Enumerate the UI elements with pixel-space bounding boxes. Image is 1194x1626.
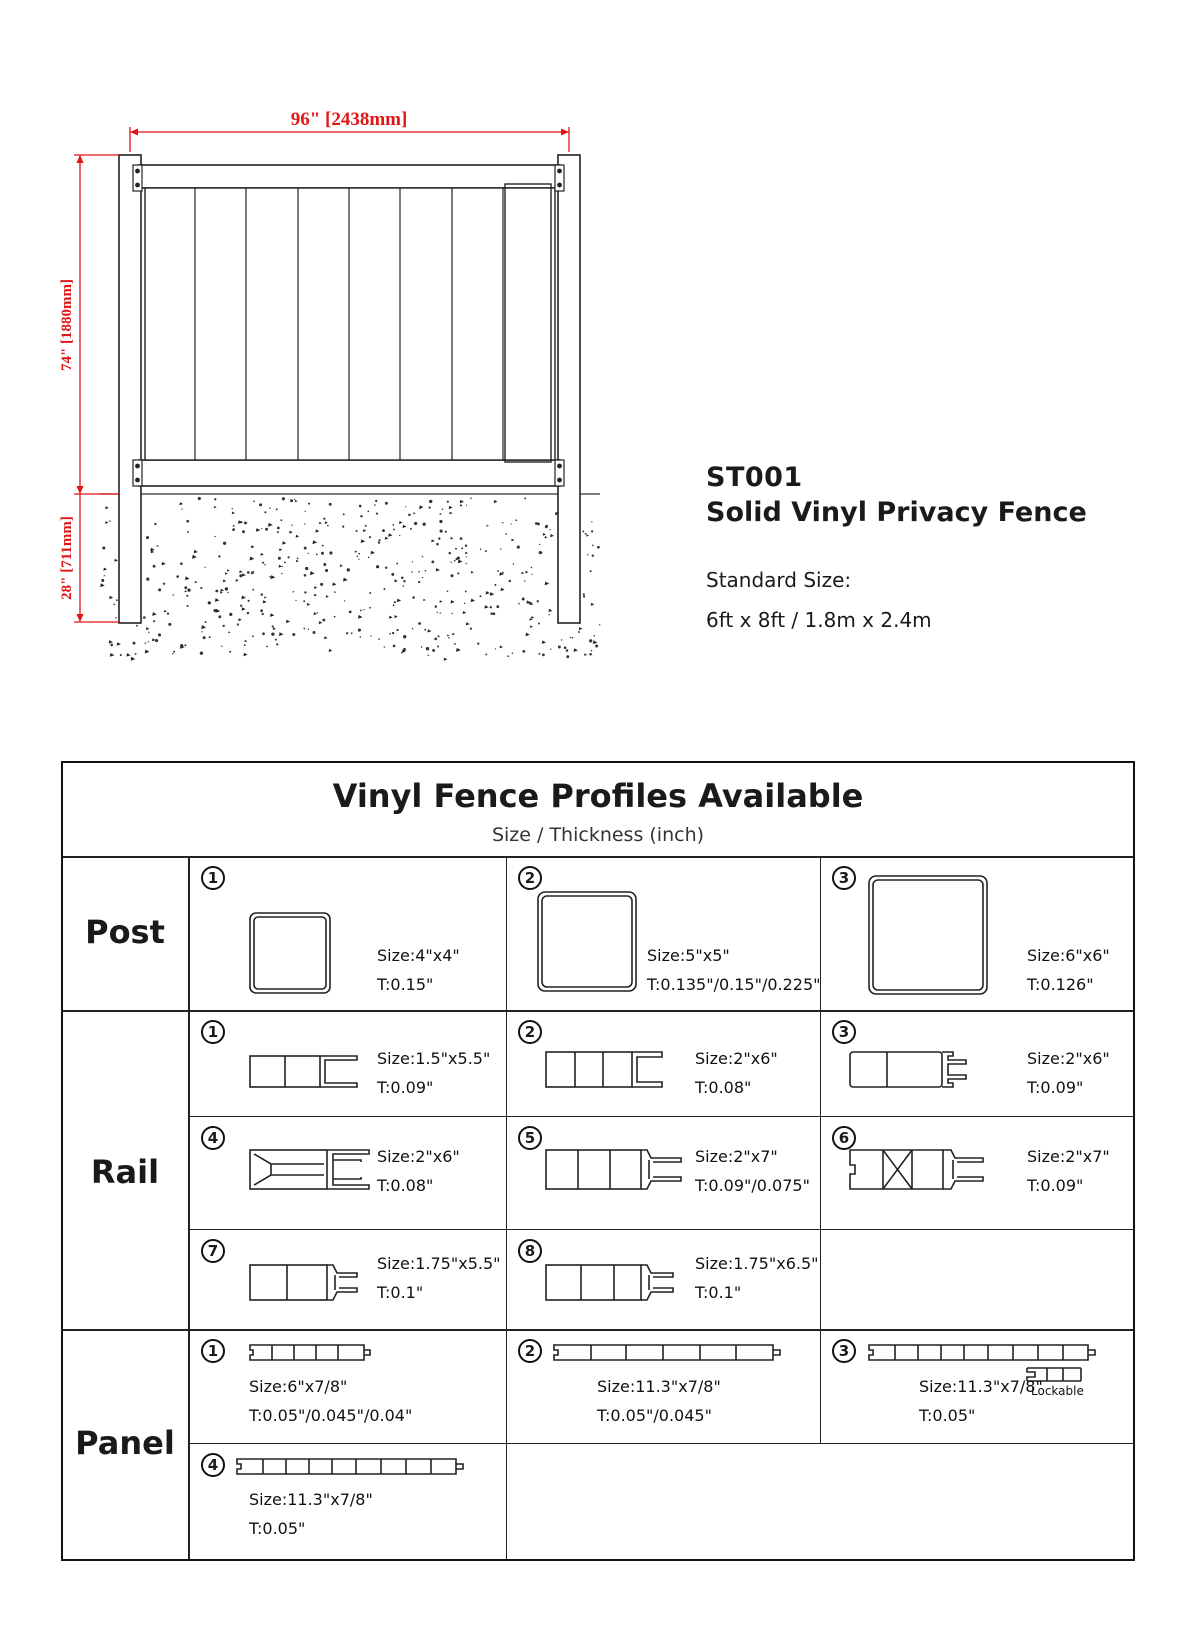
panel-2-profile bbox=[553, 1343, 788, 1363]
panel-boards bbox=[145, 184, 555, 462]
item-number: 1 bbox=[201, 866, 225, 890]
rail-7-thickness: T:0.1" bbox=[377, 1283, 424, 1302]
rail-5-size: Size:2"x7" bbox=[695, 1147, 778, 1166]
category-panel: Panel bbox=[75, 1424, 175, 1462]
panel-1-profile bbox=[249, 1343, 379, 1363]
rail-1-size: Size:1.5"x5.5" bbox=[377, 1049, 491, 1068]
left-post bbox=[119, 155, 141, 623]
lockable-note: Lockable bbox=[1031, 1384, 1084, 1398]
item-number: 2 bbox=[518, 1339, 542, 1363]
panel-2-size: Size:11.3"x7/8" bbox=[597, 1377, 721, 1396]
item-number: 3 bbox=[832, 866, 856, 890]
divider bbox=[188, 1229, 1133, 1230]
item-number: 8 bbox=[518, 1239, 542, 1263]
item-number: 5 bbox=[518, 1126, 542, 1150]
item-number: 1 bbox=[201, 1339, 225, 1363]
panel-4-specs bbox=[249, 1485, 373, 1543]
panel-2-thickness: T:0.05"/0.045" bbox=[597, 1406, 712, 1425]
top-rail bbox=[139, 165, 560, 188]
rail-3-profile bbox=[849, 1050, 969, 1090]
divider bbox=[63, 1329, 1133, 1331]
post-1-size: Size:4"x4" bbox=[377, 946, 460, 965]
post-2-specs bbox=[647, 941, 821, 999]
rail-6-profile bbox=[849, 1148, 989, 1192]
category-post: Post bbox=[85, 913, 165, 951]
post-3-specs bbox=[1027, 941, 1110, 999]
rail-4-thickness: T:0.08" bbox=[377, 1176, 434, 1195]
rail-3-thickness: T:0.09" bbox=[1027, 1078, 1084, 1097]
category-rail: Rail bbox=[90, 1153, 160, 1191]
divider bbox=[506, 856, 507, 1559]
post-6x6-profile bbox=[868, 875, 988, 995]
item-number: 2 bbox=[518, 866, 542, 890]
width-dimension: 96" [2438mm] bbox=[290, 109, 408, 130]
rail-1-specs bbox=[377, 1044, 490, 1102]
post-5x5-profile bbox=[537, 891, 637, 992]
panel-2-specs bbox=[597, 1372, 721, 1430]
item-number: 6 bbox=[832, 1126, 856, 1150]
standard-size-label: Standard Size: bbox=[706, 568, 852, 592]
panel-4-size: Size:11.3"x7/8" bbox=[249, 1490, 373, 1509]
post-1-specs bbox=[377, 941, 460, 999]
post-3-thickness: T:0.126" bbox=[1027, 975, 1094, 994]
rail-7-size: Size:1.75"x5.5" bbox=[377, 1254, 501, 1273]
post-1-thickness: T:0.15" bbox=[377, 975, 434, 994]
gravel-ground bbox=[100, 497, 600, 661]
panel-1-thickness: T:0.05"/0.045"/0.04" bbox=[249, 1406, 413, 1425]
item-number: 3 bbox=[832, 1339, 856, 1363]
item-number: 1 bbox=[201, 1020, 225, 1044]
panel-3-thickness: T:0.05" bbox=[919, 1406, 976, 1425]
rail-6-size: Size:2"x7" bbox=[1027, 1147, 1110, 1166]
profiles-table bbox=[61, 761, 1135, 1561]
panel-3-profile bbox=[868, 1343, 1103, 1363]
right-post bbox=[558, 155, 580, 623]
item-number: 3 bbox=[832, 1020, 856, 1044]
rail-3-size: Size:2"x6" bbox=[1027, 1049, 1110, 1068]
rail-8-profile bbox=[545, 1263, 680, 1303]
panel-1-specs bbox=[249, 1372, 412, 1430]
product-name: Solid Vinyl Privacy Fence bbox=[706, 497, 1087, 528]
item-number: 4 bbox=[201, 1126, 225, 1150]
rail-5-specs bbox=[695, 1142, 810, 1200]
divider bbox=[63, 856, 1133, 858]
rail-7-profile bbox=[249, 1263, 364, 1303]
table-title: Vinyl Fence Profiles Available bbox=[332, 777, 864, 815]
rail-8-thickness: T:0.1" bbox=[695, 1283, 742, 1302]
post-2-size: Size:5"x5" bbox=[647, 946, 730, 965]
rail-6-specs bbox=[1027, 1142, 1110, 1200]
rail-2-specs bbox=[695, 1044, 778, 1102]
rail-2-thickness: T:0.08" bbox=[695, 1078, 752, 1097]
table-subtitle: Size / Thickness (inch) bbox=[491, 824, 705, 846]
post-3-size: Size:6"x6" bbox=[1027, 946, 1110, 965]
panel-1-size: Size:6"x7/8" bbox=[249, 1377, 348, 1396]
post-2-thickness: T:0.135"/0.15"/0.225" bbox=[647, 975, 821, 994]
rail-2-size: Size:2"x6" bbox=[695, 1049, 778, 1068]
rail-6-thickness: T:0.09" bbox=[1027, 1176, 1084, 1195]
rail-8-specs bbox=[695, 1249, 819, 1307]
burial-dimension: 28" [711mm] bbox=[59, 516, 75, 600]
rail-1-profile bbox=[249, 1054, 359, 1090]
item-number: 7 bbox=[201, 1239, 225, 1263]
item-number: 4 bbox=[201, 1453, 225, 1477]
rail-4-profile bbox=[249, 1148, 374, 1192]
bottom-rail bbox=[139, 460, 560, 486]
divider bbox=[188, 1116, 1133, 1117]
divider bbox=[188, 856, 190, 1559]
rail-5-profile bbox=[545, 1148, 685, 1192]
rail-1-thickness: T:0.09" bbox=[377, 1078, 434, 1097]
rail-3-specs bbox=[1027, 1044, 1110, 1102]
divider bbox=[188, 1443, 1133, 1444]
rail-7-specs bbox=[377, 1249, 501, 1307]
rail-5-thickness: T:0.09"/0.075" bbox=[695, 1176, 810, 1195]
panel-3-size: Size:11.3"x7/8" bbox=[919, 1377, 1043, 1396]
product-code: ST001 bbox=[706, 462, 803, 493]
rail-8-size: Size:1.75"x6.5" bbox=[695, 1254, 819, 1273]
rail-4-size: Size:2"x6" bbox=[377, 1147, 460, 1166]
height-dimension: 74" [1880mm] bbox=[59, 278, 75, 372]
item-number: 2 bbox=[518, 1020, 542, 1044]
panel-4-profile bbox=[236, 1457, 471, 1477]
post-4x4-profile bbox=[249, 912, 331, 994]
rail-2-profile bbox=[545, 1050, 665, 1090]
panel-4-thickness: T:0.05" bbox=[249, 1519, 306, 1538]
divider bbox=[63, 1010, 1133, 1012]
rail-4-specs bbox=[377, 1142, 460, 1200]
fence-elevation-drawing bbox=[0, 0, 640, 680]
standard-size-value: 6ft x 8ft / 1.8m x 2.4m bbox=[706, 608, 932, 632]
